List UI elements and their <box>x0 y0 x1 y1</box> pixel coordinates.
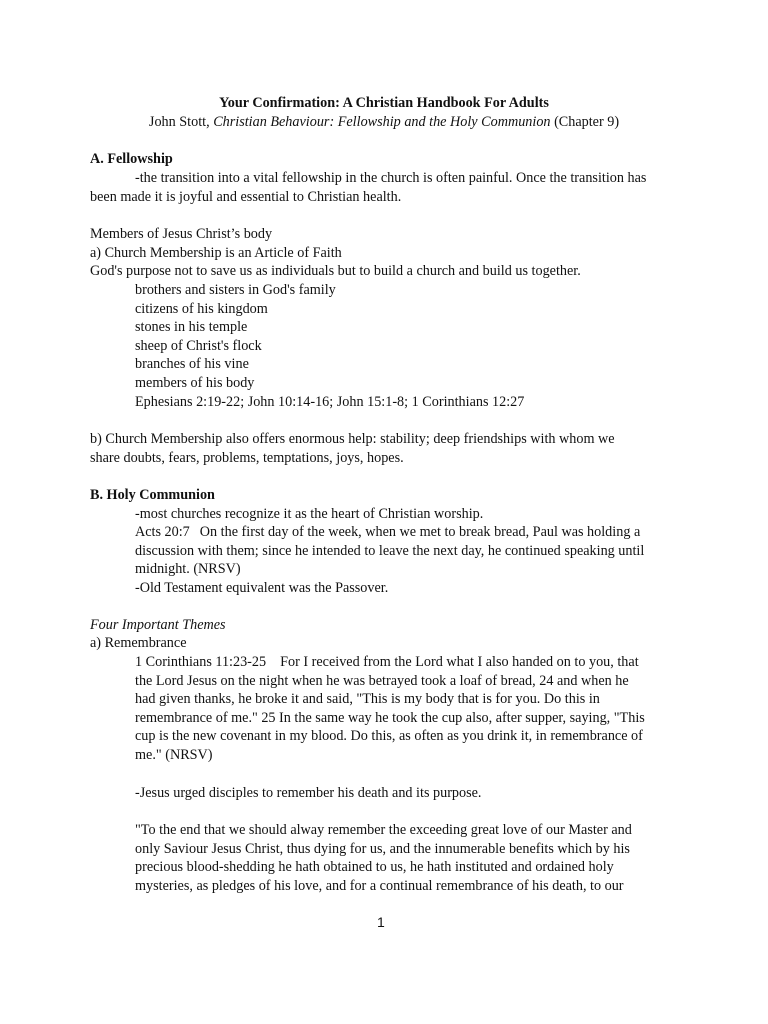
section-b-intro: -most churches recognize it as the heart of Christian worship. <box>135 506 484 522</box>
acts-text: On the first day of the week, when we met to break bread, Paul was holding a <box>199 524 641 540</box>
list-item: sheep of Christ's flock <box>135 338 262 354</box>
passover-note: -Old Testament equivalent was the Passover. <box>135 580 389 596</box>
corinthians-quote-line: remembrance of me." 25 In the same way he took the cup also, after supper, saying, "This <box>135 710 645 726</box>
purpose-text: God's purpose not to save us as individuals but to build a church and build us together. <box>90 263 581 279</box>
point-a-label: a) Church Membership is an Article of Faith <box>90 245 342 261</box>
point-b-line: b) Church Membership also offers enormous help: stability; deep friendships with whom we <box>90 431 615 447</box>
list-item: citizens of his kingdom <box>135 301 268 317</box>
members-heading: Members of Jesus Christ’s body <box>90 226 273 242</box>
corinthians-quote-line: the Lord Jesus on the night when he was betrayed took a loaf of bread, 24 and when he <box>135 673 629 689</box>
list-item: stones in his temple <box>135 319 248 335</box>
document-subtitle <box>0 113 768 132</box>
section-b-heading: B. Holy Communion <box>90 487 215 503</box>
page-number: 1 <box>377 914 385 930</box>
section-a-intro-line: been made it is joyful and essential to Christian health. <box>90 189 402 205</box>
prayer-quote-line: precious blood-shedding he hath obtained to us, he hath instituted and ordained holy <box>135 859 614 875</box>
corinthians-text: For I received from the Lord what I also handed on to you, that <box>280 654 639 670</box>
corinthians-quote-line: had given thanks, he broke it and said, "This is my body that is for you. Do this in <box>135 691 600 707</box>
corinthians-reference: 1 Corinthians 11:23-25 <box>135 654 267 670</box>
acts-quote-line <box>135 523 640 542</box>
list-item: brothers and sisters in God's family <box>135 282 336 298</box>
section-a-heading: A. Fellowship <box>90 151 173 167</box>
section-a-intro-line: -the transition into a vital fellowship in the church is often painful. Once the transition has <box>135 170 647 186</box>
remembrance-note: -Jesus urged disciples to remember his death and its purpose. <box>135 785 482 801</box>
themes-heading: Four Important Themes <box>90 617 226 633</box>
theme-a-label: a) Remembrance <box>90 635 187 651</box>
acts-quote-line: discussion with them; since he intended to leave the next day, he continued speaking until <box>135 543 645 559</box>
acts-reference: Acts 20:7 <box>135 524 190 540</box>
corinthians-quote-line: me." (NRSV) <box>135 747 213 763</box>
scripture-references: Ephesians 2:19-22; John 10:14-16; John 15:1-8; 1 Corinthians 12:27 <box>135 394 525 410</box>
document-title: Your Confirmation: A Christian Handbook For Adults <box>219 95 549 111</box>
acts-quote-line: midnight. (NRSV) <box>135 561 241 577</box>
chapter-label: (Chapter 9) <box>554 114 620 130</box>
prayer-quote-line: only Saviour Jesus Christ, thus dying for us, and the innumerable benefits which by his <box>135 841 630 857</box>
point-b-line: share doubts, fears, problems, temptations, joys, hopes. <box>90 450 404 466</box>
corinthians-quote-line <box>135 653 639 672</box>
prayer-quote-line: mysteries, as pledges of his love, and for a continual remembrance of his death, to our <box>135 878 624 894</box>
corinthians-quote-line: cup is the new covenant in my blood. Do this, as often as you drink it, in remembrance of <box>135 728 643 744</box>
list-item: branches of his vine <box>135 356 249 372</box>
list-item: members of his body <box>135 375 255 391</box>
prayer-quote-line: "To the end that we should alway remember the exceeding great love of our Master and <box>135 822 632 838</box>
work-title: Christian Behaviour: Fellowship and the Holy Communion <box>213 114 551 130</box>
author-name: John Stott, <box>148 114 210 130</box>
